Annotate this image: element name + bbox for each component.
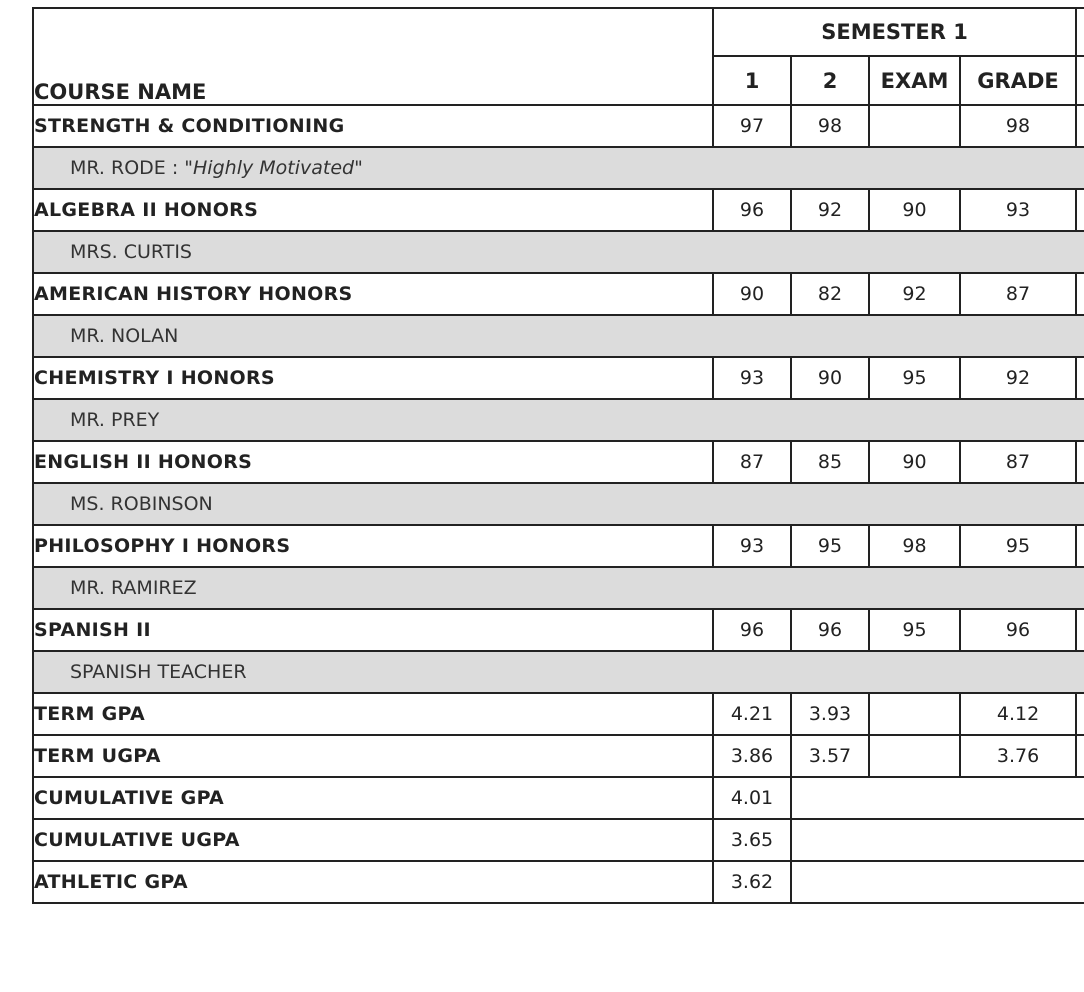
grade-1: 96 — [713, 609, 791, 651]
grade-2: 96 — [791, 609, 869, 651]
term-exam — [869, 735, 960, 777]
course-name: ENGLISH II HONORS — [33, 441, 713, 483]
teacher-row — [33, 315, 1084, 357]
course-name-header: COURSE NAME — [33, 8, 713, 105]
exam-grade: 92 — [869, 273, 960, 315]
teacher-cell — [33, 651, 1084, 693]
exam-grade: 95 — [869, 609, 960, 651]
next-col-cell — [1076, 357, 1084, 399]
cumulative-value: 3.62 — [713, 861, 791, 903]
exam-header: EXAM — [869, 56, 960, 105]
course-name: SPANISH II — [33, 609, 713, 651]
next-col-cell — [1076, 525, 1084, 567]
cumulative-label: ATHLETIC GPA — [33, 861, 713, 903]
term-gpa-row — [33, 693, 1084, 735]
final-grade: 95 — [960, 525, 1076, 567]
next-col-cell — [1076, 693, 1084, 735]
next-col-cell — [1076, 273, 1084, 315]
teacher-cell — [33, 567, 1084, 609]
empty-cell — [791, 819, 1084, 861]
teacher-name: MR. RODE : — [70, 157, 179, 179]
teacher-cell — [33, 315, 1084, 357]
teacher-cell — [33, 483, 1084, 525]
teacher-row — [33, 399, 1084, 441]
exam-grade: 98 — [869, 525, 960, 567]
term-value-2: 3.57 — [791, 735, 869, 777]
final-grade: 98 — [960, 105, 1076, 147]
term-gpa-row — [33, 735, 1084, 777]
grade-1: 97 — [713, 105, 791, 147]
teacher-comment: "Highly Motivated" — [184, 157, 363, 179]
course-row — [33, 357, 1084, 399]
teacher-name: MR. NOLAN — [70, 325, 179, 347]
next-col-cell — [1076, 735, 1084, 777]
grade-1: 87 — [713, 441, 791, 483]
exam-grade: 90 — [869, 189, 960, 231]
cumulative-label: CUMULATIVE GPA — [33, 777, 713, 819]
cumulative-value: 3.65 — [713, 819, 791, 861]
teacher-row — [33, 651, 1084, 693]
col-1-header: 1 — [713, 56, 791, 105]
final-grade: 92 — [960, 357, 1076, 399]
teacher-name: MS. ROBINSON — [70, 493, 213, 515]
final-grade: 87 — [960, 273, 1076, 315]
semester-header: SEMESTER 1 — [713, 8, 1076, 56]
grade-1: 93 — [713, 525, 791, 567]
final-grade: 87 — [960, 441, 1076, 483]
course-row — [33, 273, 1084, 315]
next-col-cell — [1076, 441, 1084, 483]
term-value-2: 3.93 — [791, 693, 869, 735]
grade-1: 90 — [713, 273, 791, 315]
course-name: CHEMISTRY I HONORS — [33, 357, 713, 399]
empty-cell — [791, 861, 1084, 903]
report-card — [32, 7, 1084, 973]
term-grade: 3.76 — [960, 735, 1076, 777]
course-name: ALGEBRA II HONORS — [33, 189, 713, 231]
teacher-name: MR. PREY — [70, 409, 160, 431]
col-2-header: 2 — [791, 56, 869, 105]
cumulative-label: CUMULATIVE UGPA — [33, 819, 713, 861]
exam-grade — [869, 105, 960, 147]
teacher-row — [33, 483, 1084, 525]
cumulative-row — [33, 819, 1084, 861]
course-row — [33, 105, 1084, 147]
next-semester-cell — [1076, 8, 1084, 56]
cumulative-row — [33, 861, 1084, 903]
grade-2: 95 — [791, 525, 869, 567]
grade-2: 90 — [791, 357, 869, 399]
grade-2: 82 — [791, 273, 869, 315]
grade-2: 92 — [791, 189, 869, 231]
exam-grade: 95 — [869, 357, 960, 399]
teacher-cell — [33, 231, 1084, 273]
course-row — [33, 441, 1084, 483]
term-value-1: 3.86 — [713, 735, 791, 777]
grade-2: 85 — [791, 441, 869, 483]
course-row — [33, 189, 1084, 231]
teacher-name: SPANISH TEACHER — [70, 661, 247, 683]
teacher-name: MRS. CURTIS — [70, 241, 192, 263]
course-name: AMERICAN HISTORY HONORS — [33, 273, 713, 315]
final-grade: 96 — [960, 609, 1076, 651]
cumulative-value: 4.01 — [713, 777, 791, 819]
course-name: STRENGTH & CONDITIONING — [33, 105, 713, 147]
teacher-cell — [33, 147, 1084, 189]
cumulative-row — [33, 777, 1084, 819]
course-row — [33, 525, 1084, 567]
next-col-header — [1076, 56, 1084, 105]
course-row — [33, 609, 1084, 651]
teacher-cell — [33, 399, 1084, 441]
next-col-cell — [1076, 105, 1084, 147]
grade-1: 93 — [713, 357, 791, 399]
header-row-top — [33, 8, 1084, 56]
term-exam — [869, 693, 960, 735]
grade-1: 96 — [713, 189, 791, 231]
next-col-cell — [1076, 189, 1084, 231]
teacher-row — [33, 231, 1084, 273]
empty-cell — [791, 777, 1084, 819]
term-label: TERM GPA — [33, 693, 713, 735]
teacher-row — [33, 567, 1084, 609]
teacher-row — [33, 147, 1084, 189]
grade-header: GRADE — [960, 56, 1076, 105]
exam-grade: 90 — [869, 441, 960, 483]
course-name: PHILOSOPHY I HONORS — [33, 525, 713, 567]
grade-2: 98 — [791, 105, 869, 147]
final-grade: 93 — [960, 189, 1076, 231]
teacher-name: MR. RAMIREZ — [70, 577, 197, 599]
grades-table — [32, 7, 1084, 904]
term-value-1: 4.21 — [713, 693, 791, 735]
next-col-cell — [1076, 609, 1084, 651]
term-grade: 4.12 — [960, 693, 1076, 735]
term-label: TERM UGPA — [33, 735, 713, 777]
